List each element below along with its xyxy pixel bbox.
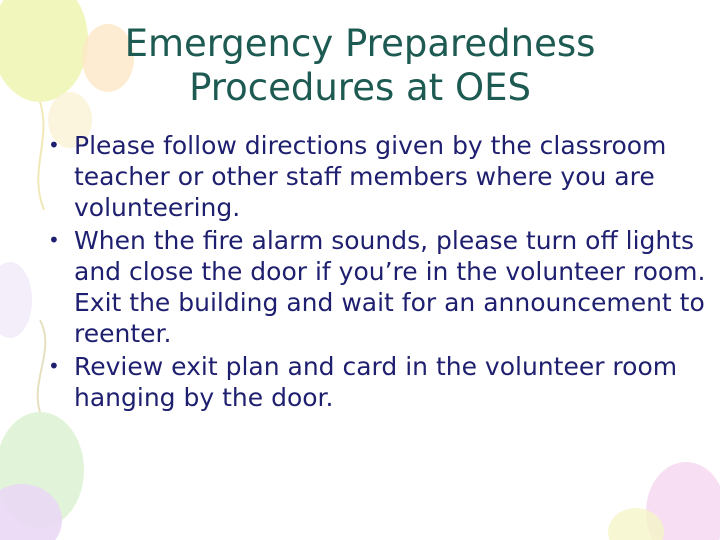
title-line: Procedures at OES xyxy=(189,66,531,109)
balloon-lilac-left xyxy=(0,262,32,338)
bullet-item xyxy=(48,351,708,413)
bullet-text: When the fire alarm sounds, please turn off lights and close the door if you’re in the volunteer room. Exit the building and wait for an announcement to reenter. xyxy=(74,226,706,348)
bullet-item xyxy=(48,130,708,223)
bullet-text: Review exit plan and card in the volunteer room hanging by the door. xyxy=(74,352,678,412)
slide-title xyxy=(60,22,660,110)
bullet-list xyxy=(48,130,708,415)
bullet-marker: • xyxy=(48,133,60,157)
bullet-text: Please follow directions given by the classroom teacher or other staff members where you are volunteering. xyxy=(74,131,667,222)
balloon-string xyxy=(38,320,46,412)
balloon-string xyxy=(38,102,44,210)
bullet-marker: • xyxy=(48,354,60,378)
bullet-item xyxy=(48,225,708,349)
bullet-marker: • xyxy=(48,228,60,252)
title-line: Emergency Preparedness xyxy=(124,22,596,65)
